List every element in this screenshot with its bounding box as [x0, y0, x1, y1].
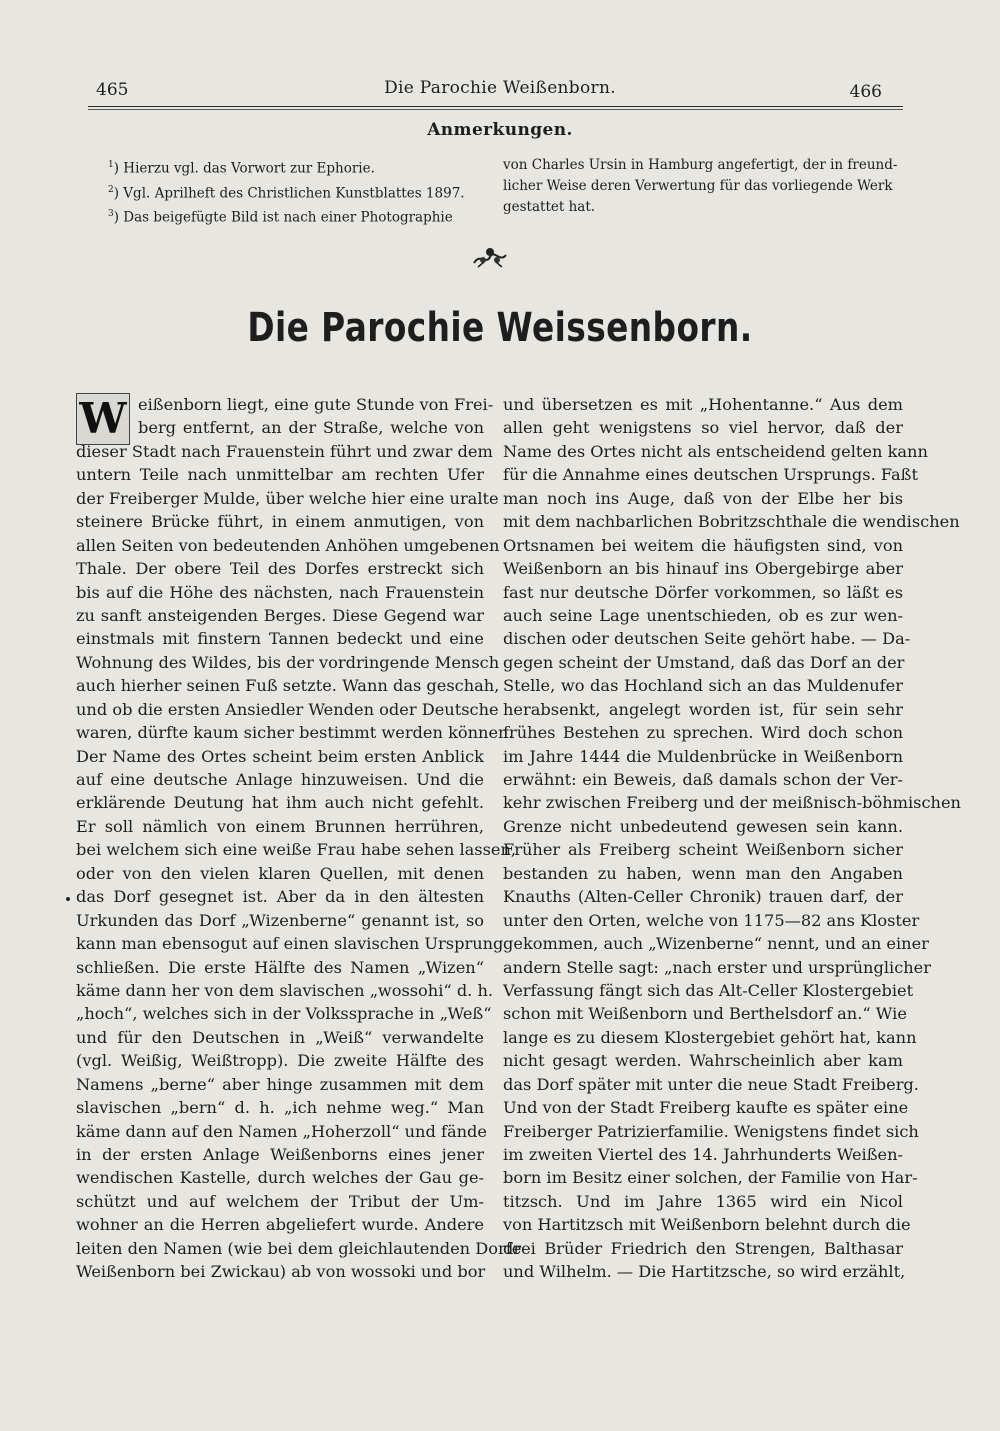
footnote: $^2$) Vgl. Aprilheft des Christlichen Kunstblattes 1897. — [108, 184, 465, 201]
article-right-column — [503, 393, 961, 1284]
footnote-continuation: licher Weise deren Verwertung für das vorliegende Werk — [503, 178, 893, 194]
text-line: frühes Bestehen zu sprechen. Wird doch schon — [503, 723, 903, 743]
text-line: Früher als Freiberg scheint Weißenborn sicher — [503, 840, 903, 860]
footnote: $^1$) Hierzu vgl. das Vorwort zur Ephorie. — [108, 160, 375, 177]
text-line: untern Teile nach unmittelbar am rechten Ufer — [76, 465, 484, 485]
text-line: in der ersten Anlage Weißenborns eines jener — [76, 1145, 484, 1164]
text-line: Und von der Stadt Freiberg kaufte es später eine — [503, 1098, 909, 1118]
text-line: allen geht wenigstens so viel hervor, daß der — [503, 418, 903, 438]
text-line: Knauths (Alten-Celler Chronik) trauen darf, der — [503, 887, 903, 907]
text-line: eißenborn liegt, eine gute Stunde von Frei- — [138, 395, 494, 414]
text-line: Ortsnamen bei weitem die häufigsten sind, von — [503, 535, 903, 555]
text-line: gegen scheint der Umstand, daß das Dorf an der — [503, 652, 905, 672]
text-line: der Freiberger Mulde, über welche hier eine uralte — [76, 488, 499, 508]
text-line: das Dorf gesegnet ist. Aber da in den ältesten — [76, 887, 484, 907]
text-line: einstmals mit finstern Tannen bedeckt und eine — [76, 629, 484, 649]
footnote-text: Hierzu vgl. das Vorwort zur Ephorie. — [123, 160, 375, 177]
text-line: bei welchem sich eine weiße Frau habe sehen lassen, — [76, 840, 517, 860]
text-line: und ob die ersten Ansiedler Wenden oder Deutsche — [76, 699, 499, 719]
text-line: Name des Ortes nicht als entscheidend gelten kann — [503, 441, 928, 461]
footnote-text: Das beigefügte Bild ist nach einer Photographie — [123, 209, 453, 226]
text-line: Wohnung des Wildes, bis der vordringende Mensch — [76, 652, 500, 672]
text-line: „hoch“, welches sich in der Volkssprache in „Weß“ — [76, 1004, 492, 1024]
footnote-continuation: gestattet hat. — [503, 199, 596, 215]
footnote-number: 1 — [108, 160, 114, 170]
text-line: bestanden zu haben, wenn man den Angaben — [503, 863, 903, 883]
text-line: auch seine Lage unentschieden, ob es zur wen- — [503, 605, 903, 625]
text-line: im Jahre 1444 die Muldenbrücke in Weißenborn — [503, 746, 903, 766]
text-line: Weißenborn an bis hinauf ins Obergebirge aber — [503, 559, 903, 579]
footnote-continuation: von Charles Ursin in Hamburg angefertigt, der in freund- — [503, 157, 898, 173]
text-line: fast nur deutsche Dörfer vorkommen, so läßt es — [503, 582, 903, 602]
text-line: unter den Orten, welche von 1175—82 ans Kloster — [503, 910, 920, 930]
text-line: Der Name des Ortes scheint beim ersten Anblick — [76, 746, 484, 766]
margin-mark — [66, 897, 70, 901]
text-line: drei Brüder Friedrich den Strengen, Balthasar — [503, 1238, 903, 1258]
text-line: auch hierher seinen Fuß setzte. Wann das geschah, — [76, 676, 500, 696]
article-title: Die Parochie Weissenborn. — [247, 305, 753, 351]
drop-cap: W — [76, 393, 130, 445]
header-rule — [88, 106, 903, 107]
page-number-right: 466 — [849, 82, 882, 102]
text-line: herabsenkt, angelegt worden ist, für sein sehr — [503, 699, 903, 719]
text-line: andern Stelle sagt: „nach erster und ursprünglicher — [503, 957, 932, 977]
text-line: leiten den Namen (wie bei dem gleichlautenden Dorfe — [76, 1238, 522, 1258]
footnotes-left-column — [108, 155, 488, 229]
text-line: und Wilhelm. — Die Hartitzsche, so wird erzählt, — [503, 1262, 906, 1282]
footnote-number: 3 — [108, 209, 114, 219]
text-line: und für den Deutschen in „Weiß“ verwandelte — [76, 1027, 484, 1047]
text-line: mit dem nachbarlichen Bobritzschthale die wendischen — [503, 512, 960, 532]
text-line: oder von den vielen klaren Quellen, mit denen — [76, 863, 484, 883]
text-line: käme dann her von dem slavischen „wossohi“ d. h. — [76, 980, 494, 1000]
text-line: wendischen Kastelle, durch welches der Gau ge- — [76, 1168, 484, 1188]
text-line: slavischen „bern“ d. h. „ich nehme weg.“ Man — [76, 1098, 484, 1118]
text-line: Urkunden das Dorf „Wizenberne“ genannt ist, so — [76, 910, 484, 930]
text-line: von Hartitzsch mit Weißenborn belehnt durch die — [503, 1215, 911, 1235]
text-line: schützt und auf welchem der Tribut der Um- — [76, 1191, 484, 1211]
text-line: zu sanft ansteigenden Berges. Diese Gegend war — [76, 605, 484, 625]
footnote: $^3$) Das beigefügte Bild ist nach einer Photographie — [108, 209, 453, 226]
text-line: käme dann auf den Namen „Hoherzoll“ und fände — [76, 1121, 487, 1141]
text-line: Weißenborn bei Zwickau) ab von wossoki und bor — [76, 1262, 486, 1282]
text-line: (vgl. Weißig, Weißtropp). Die zweite Hälfte des — [76, 1051, 484, 1071]
text-line: lange es zu diesem Klostergebiet gehört hat, kann — [503, 1027, 917, 1047]
text-line: kann man ebensogut auf einen slavischen Ursprung — [76, 934, 504, 954]
text-line: titzsch. Und im Jahre 1365 wird ein Nicol — [503, 1191, 903, 1211]
text-line: dieser Stadt nach Frauenstein führt und zwar dem — [76, 441, 493, 461]
text-line: waren, dürfte kaum sicher bestimmt werden können. — [76, 723, 514, 743]
text-line: Verfassung fängt sich das Alt-Celler Klostergebiet — [503, 980, 914, 1000]
text-line: allen Seiten von bedeutenden Anhöhen umgebenen — [76, 535, 500, 555]
text-line: steinere Brücke führt, in einem anmutigen, von — [76, 512, 484, 532]
text-line: im zweiten Viertel des 14. Jahrhunderts Weißen- — [503, 1145, 903, 1164]
text-line: kehr zwischen Freiberg und der meißnisch-böhmischen — [503, 793, 961, 813]
text-line: Er soll nämlich von einem Brunnen herrühren, — [76, 816, 484, 836]
text-line: Namens „berne“ aber hinge zusammen mit dem — [76, 1074, 484, 1094]
text-line: Freiberger Patrizierfamilie. Wenigstens findet sich — [503, 1121, 919, 1141]
footnote-number: 2 — [108, 184, 114, 195]
footnote-text: Vgl. Aprilheft des Christlichen Kunstblattes 1897. — [123, 185, 465, 201]
text-line: Stelle, wo das Hochland sich an das Muldenufer — [503, 676, 903, 696]
footnotes-right-column — [503, 155, 901, 218]
text-line: schließen. Die erste Hälfte des Namen „Wizen“ — [76, 957, 484, 977]
text-line: berg entfernt, an der Straße, welche von — [138, 418, 484, 438]
text-line: und übersetzen es mit „Hohentanne.“ Aus dem — [503, 395, 903, 414]
text-line: schon mit Weißenborn und Berthelsdorf an.“ Wie — [503, 1004, 907, 1024]
page-number-left: 465 — [96, 80, 129, 100]
running-title: Die Parochie Weißenborn. — [384, 78, 616, 98]
header-rule-double — [88, 109, 903, 110]
text-line: bis auf die Höhe des nächsten, nach Frauenstein — [76, 582, 484, 602]
text-line: Grenze nicht unbedeutend gewesen sein kann. — [503, 816, 903, 836]
text-line: gekommen, auch „Wizenberne“ nennt, und an einer — [503, 934, 929, 954]
text-line: für die Annahme eines deutschen Ursprungs. Faßt — [503, 465, 918, 485]
text-line: erwähnt: ein Beweis, daß damals schon der Ver- — [503, 770, 903, 789]
text-line: dischen oder deutschen Seite gehört habe. — Da- — [503, 629, 911, 649]
text-line: auf eine deutsche Anlage hinzuweisen. Und die — [76, 770, 484, 789]
text-line: wohner an die Herren abgeliefert wurde. Andere — [76, 1215, 484, 1235]
text-line: Thale. Der obere Teil des Dorfes erstreckt sich — [76, 559, 484, 579]
article-left-column — [76, 393, 522, 1284]
text-line: man noch ins Auge, daß von der Elbe her bis — [503, 488, 903, 508]
text-line: das Dorf später mit unter die neue Stadt Freiberg. — [503, 1074, 919, 1094]
text-line: erklärende Deutung hat ihm auch nicht gefehlt. — [76, 793, 484, 813]
notes-heading: Anmerkungen. — [427, 120, 573, 140]
text-line: nicht gesagt werden. Wahrscheinlich aber kam — [503, 1051, 903, 1071]
floral-ornament-icon — [470, 243, 510, 271]
text-line: born im Besitz einer solchen, der Familie von Har- — [503, 1168, 918, 1188]
